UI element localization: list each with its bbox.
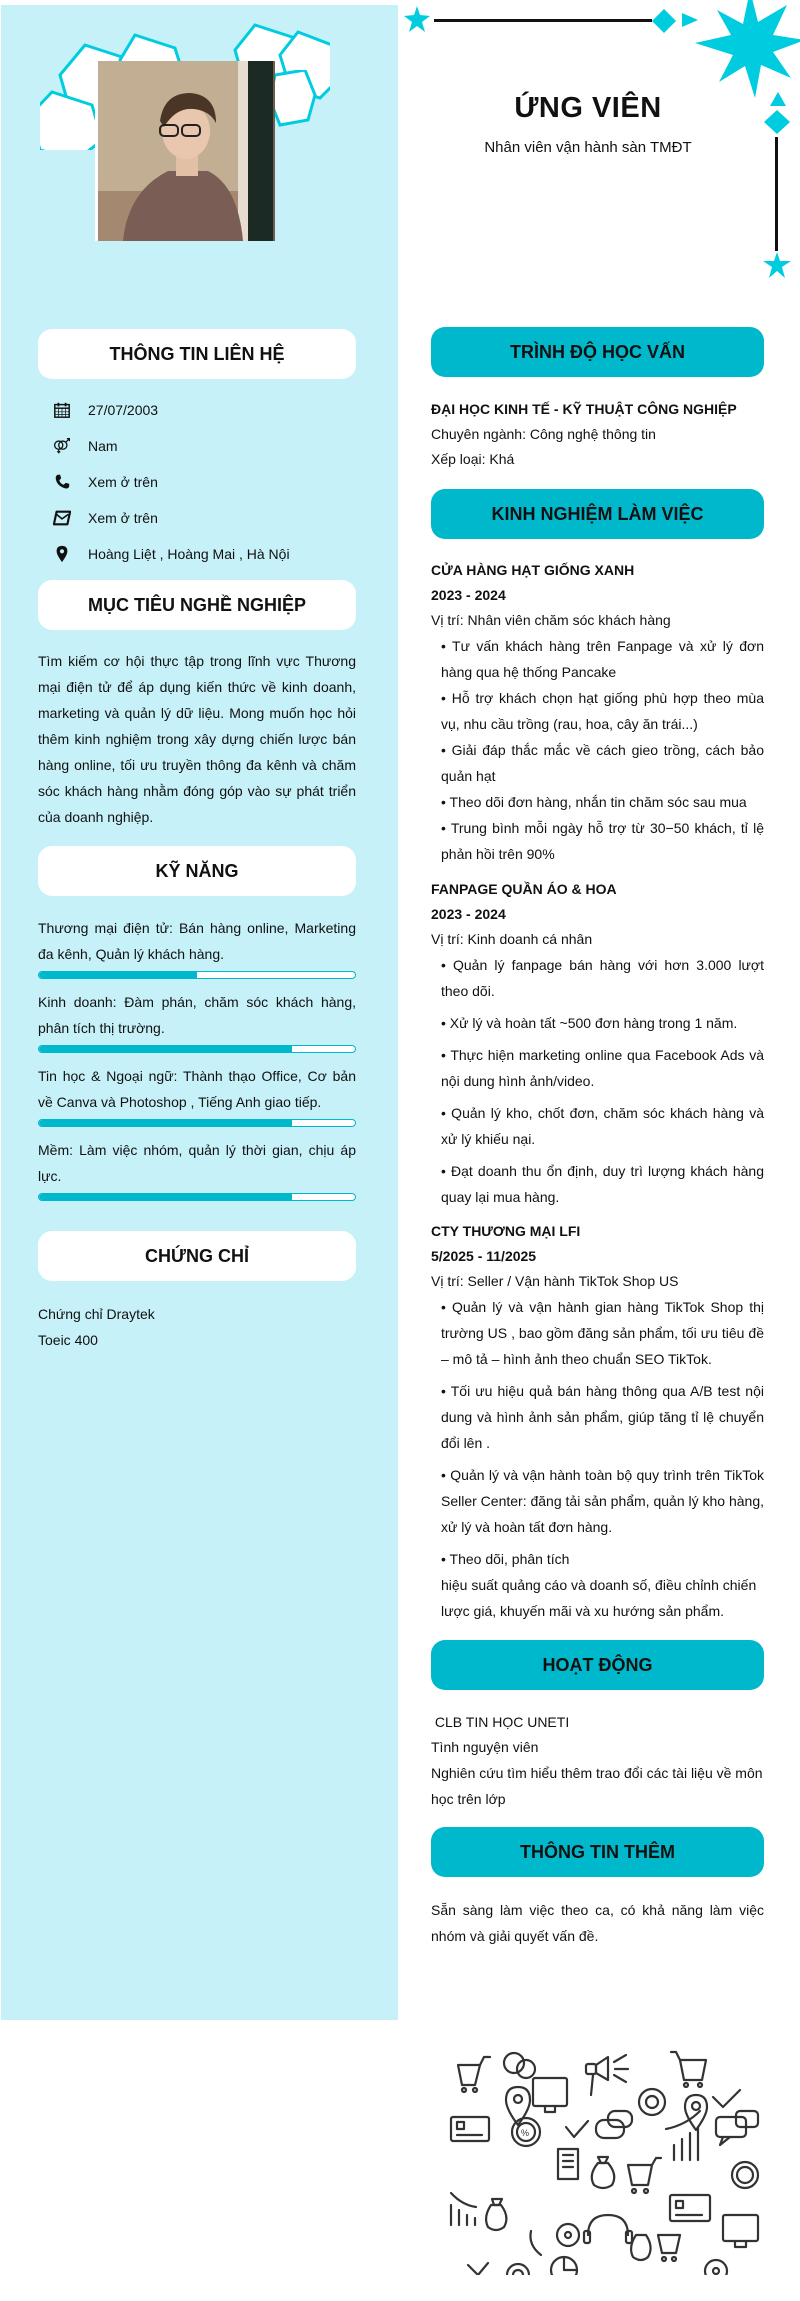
skill-progress-bar	[38, 1119, 356, 1127]
job-entry	[431, 558, 764, 867]
school-name: ĐẠI HỌC KINH TẾ - KỸ THUẬT CÔNG NGHIỆP	[431, 401, 737, 417]
chat-bubbles-icon	[716, 2111, 758, 2145]
candidate-position: Nhân viên vận hành sàn TMĐT	[484, 139, 692, 156]
gender-icon	[50, 437, 88, 455]
pie-chart-icon	[551, 2257, 577, 2275]
job-period: 2023 - 2024	[431, 587, 506, 603]
monitor-icon	[723, 2215, 758, 2247]
certificate-item: Toeic 400	[38, 1332, 98, 1348]
skill-progress-bar	[38, 971, 356, 979]
phone-icon	[530, 2231, 541, 2255]
job-bullet: • Trung bình mỗi ngày hỗ trợ từ 30−50 khách, tỉ lệ phản hồi trên 90%	[441, 820, 764, 862]
contact-birthdate	[50, 398, 158, 422]
job-bullet: • Quản lý fanpage bán hàng với hơn 3.000 lượt theo dõi.	[441, 957, 764, 999]
contact-heading: THÔNG TIN LIÊN HỆ	[38, 329, 356, 379]
job-bullets	[431, 1294, 764, 1624]
education-heading: TRÌNH ĐỘ HỌC VẤN	[431, 327, 764, 377]
job-period: 5/2025 - 11/2025	[431, 1248, 537, 1264]
email-icon	[50, 509, 88, 527]
money-bag-icon	[486, 2199, 506, 2230]
certificates-heading: CHỨNG CHỈ	[38, 1231, 356, 1281]
objective-text: Tìm kiếm cơ hội thực tập trong lĩnh vực Thương mại điện tử để áp dụng kiến thức về kinh doanh, marketing và quản lý dữ liệu. Mong muốn học hỏi thêm kinh nghiệm trong xây dựng chiến lược bán hàng online, tối ưu truyền thông đa kênh và chăm sóc khách hàng nhằm đóng góp vào sự phát triển của doanh nghiệp.	[38, 653, 356, 825]
skill-text: Mềm: Làm việc nhóm, quản lý thời gian, chịu áp lực.	[38, 1142, 356, 1184]
additional-text: Sẵn sàng làm việc theo ca, có khả năng làm việc nhóm và giải quyết vấn đề.	[431, 1902, 764, 1944]
job-bullet: • Tối ưu hiệu quả bán hàng thông qua A/B test nội dung và hình ảnh sản phẩm, giúp tăng tỉ lệ chuyển đổi lên .	[441, 1383, 764, 1451]
ecommerce-illustration	[448, 2035, 778, 2275]
gear-icon	[557, 2224, 579, 2246]
gear-icon	[639, 2089, 665, 2115]
avatar	[95, 61, 275, 241]
divider-line	[434, 19, 652, 22]
experience-heading: KINH NGHIỆM LÀM VIỆC	[431, 489, 764, 539]
shopping-cart-icon	[628, 2158, 661, 2193]
gender-value: Nam	[88, 438, 118, 454]
job-bullet: • Theo dõi đơn hàng, nhắn tin chăm sóc sau mua	[441, 794, 747, 810]
check-icon	[468, 2263, 488, 2275]
discount-icon	[512, 2118, 540, 2146]
job-bullet: • Tư vấn khách hàng trên Fanpage và xử lý đơn hàng qua hệ thống Pancake	[441, 638, 764, 680]
svg-text:%: %	[521, 2128, 530, 2138]
phone-value: Xem ở trên	[88, 474, 158, 490]
skill-item	[38, 915, 356, 979]
job-bullets	[431, 952, 764, 1210]
skill-text: Kinh doanh: Đàm phán, chăm sóc khách hàng, phân tích thị trường.	[38, 994, 356, 1036]
job-position: Vị trí: Nhân viên chăm sóc khách hàng	[431, 612, 671, 628]
calendar-icon	[50, 401, 88, 419]
credit-card-icon	[670, 2195, 710, 2221]
job-position: Vị trí: Seller / Vận hành TikTok Shop US	[431, 1273, 679, 1289]
location-icon	[50, 545, 88, 563]
check-icon	[566, 2121, 588, 2137]
money-bag-icon	[592, 2157, 615, 2188]
skill-progress-fill	[39, 972, 197, 978]
job-period: 2023 - 2024	[431, 906, 506, 922]
megaphone-icon	[586, 2055, 628, 2095]
chat-icon	[504, 2053, 535, 2078]
job-company: CTY THƯƠNG MẠI LFI	[431, 1223, 581, 1239]
chat-bubbles-icon	[596, 2111, 632, 2138]
job-bullet: • Đạt doanh thu ổn định, duy trì lượng khách hàng quay lại mua hàng.	[441, 1163, 764, 1205]
skill-progress-bar	[38, 1193, 356, 1201]
location-value: Hoàng Liệt , Hoàng Mai , Hà Nội	[88, 546, 290, 562]
monitor-icon	[533, 2078, 567, 2112]
contact-location	[50, 542, 290, 566]
skill-item	[38, 1063, 356, 1127]
skill-progress-fill	[39, 1046, 292, 1052]
job-bullet: • Giải đáp thắc mắc về cách gieo trồng, cách bảo quản hạt	[441, 742, 764, 784]
phone-icon	[50, 473, 88, 491]
email-value: Xem ở trên	[88, 510, 158, 526]
job-bullet: • Hỗ trợ khách chọn hạt giống phù hợp theo mùa vụ, nhu cầu trồng (rau, hoa, cây ăn trái...)	[441, 690, 764, 732]
job-entry	[431, 877, 764, 1210]
job-bullet: • Quản lý và vận hành toàn bộ quy trình trên TikTok Seller Center: đăng tải sản phẩm, quản lý kho hàng, xử lý và hoàn tất đơn hàng.	[441, 1467, 764, 1535]
declining-chart-icon	[451, 2193, 476, 2225]
major: Chuyên ngành: Công nghệ thông tin	[431, 426, 656, 442]
skill-item	[38, 1137, 356, 1201]
discount-icon	[732, 2162, 758, 2188]
activities-section	[431, 1710, 764, 1812]
diamond-decoration	[652, 9, 676, 33]
gear-icon	[507, 2264, 529, 2275]
objective-heading: MỤC TIÊU NGHỀ NGHIỆP	[38, 580, 356, 630]
shopping-cart-icon	[671, 2052, 706, 2087]
star-decoration	[404, 6, 430, 32]
activity-org: CLB TIN HỌC UNETI	[431, 1714, 570, 1730]
job-bullet: • Xử lý và hoàn tất ~500 đơn hàng trong 1 năm.	[441, 1015, 738, 1031]
money-bag-icon	[631, 2235, 650, 2260]
activity-desc: Nghiên cứu tìm hiểu thêm trao đổi các tài liệu về môn học trên lớp	[431, 1765, 763, 1807]
shopping-cart-icon	[658, 2235, 680, 2261]
location-pin-icon	[685, 2095, 707, 2130]
job-company: CỬA HÀNG HẠT GIỐNG XANH	[431, 562, 635, 578]
starburst-decoration	[695, 0, 800, 98]
candidate-name: ỨNG VIÊN	[514, 92, 662, 124]
additional-heading: THÔNG TIN THÊM	[431, 1827, 764, 1877]
job-bullet: hiệu suất quảng cáo và doanh số, điều chỉnh chiến lược giá, khuyến mãi và xu hướng sản phẩm.	[441, 1577, 757, 1619]
grade: Xếp loại: Khá	[431, 451, 515, 467]
job-entry	[431, 1219, 764, 1624]
contact-phone	[50, 470, 158, 494]
job-bullets	[431, 633, 764, 867]
headset-icon	[584, 2215, 632, 2243]
shopping-cart-icon	[458, 2057, 490, 2092]
activity-role: Tình nguyện viên	[431, 1739, 539, 1755]
skill-text: Thương mại điện tử: Bán hàng online, Marketing đa kênh, Quản lý khách hàng.	[38, 920, 356, 962]
skill-progress-fill	[39, 1120, 292, 1126]
job-bullet: • Quản lý và vận hành gian hàng TikTok Shop thị trường US , bao gồm đăng sản phẩm, tối ưu tiêu đề – mô tả – hình ảnh theo chuẩn SEO TikTok.	[441, 1299, 764, 1367]
job-position: Vị trí: Kinh doanh cá nhân	[431, 931, 593, 947]
skill-text: Tin học & Ngoại ngữ: Thành thạo Office, Cơ bản về Canva và Photoshop , Tiếng Anh giao tiếp.	[38, 1068, 356, 1110]
credit-card-icon	[451, 2117, 489, 2141]
education-section	[431, 397, 764, 472]
job-bullet: • Thực hiện marketing online qua Facebook Ads và nội dung hình ảnh/video.	[441, 1047, 764, 1089]
birthdate-value: 27/07/2003	[88, 402, 159, 418]
activities-heading: HOẠT ĐỘNG	[431, 1640, 764, 1690]
growth-chart-icon	[666, 2111, 700, 2160]
skill-progress-bar	[38, 1045, 356, 1053]
skills-heading: KỸ NĂNG	[38, 846, 356, 896]
skill-item	[38, 989, 356, 1053]
skill-progress-fill	[39, 1194, 292, 1200]
job-bullet: • Quản lý kho, chốt đơn, chăm sóc khách hàng và xử lý khiếu nại.	[441, 1105, 764, 1147]
job-bullet: • Theo dõi, phân tích	[441, 1551, 570, 1567]
certificate-item: Chứng chỉ Draytek	[38, 1306, 155, 1322]
gear-icon	[705, 2260, 727, 2275]
document-icon	[558, 2149, 578, 2179]
star-decoration	[763, 252, 791, 278]
check-icon	[713, 2090, 740, 2107]
hexagon-decoration-right	[270, 70, 320, 130]
job-company: FANPAGE QUẦN ÁO & HOA	[431, 881, 617, 897]
contact-email	[50, 506, 158, 530]
contact-gender	[50, 434, 118, 458]
